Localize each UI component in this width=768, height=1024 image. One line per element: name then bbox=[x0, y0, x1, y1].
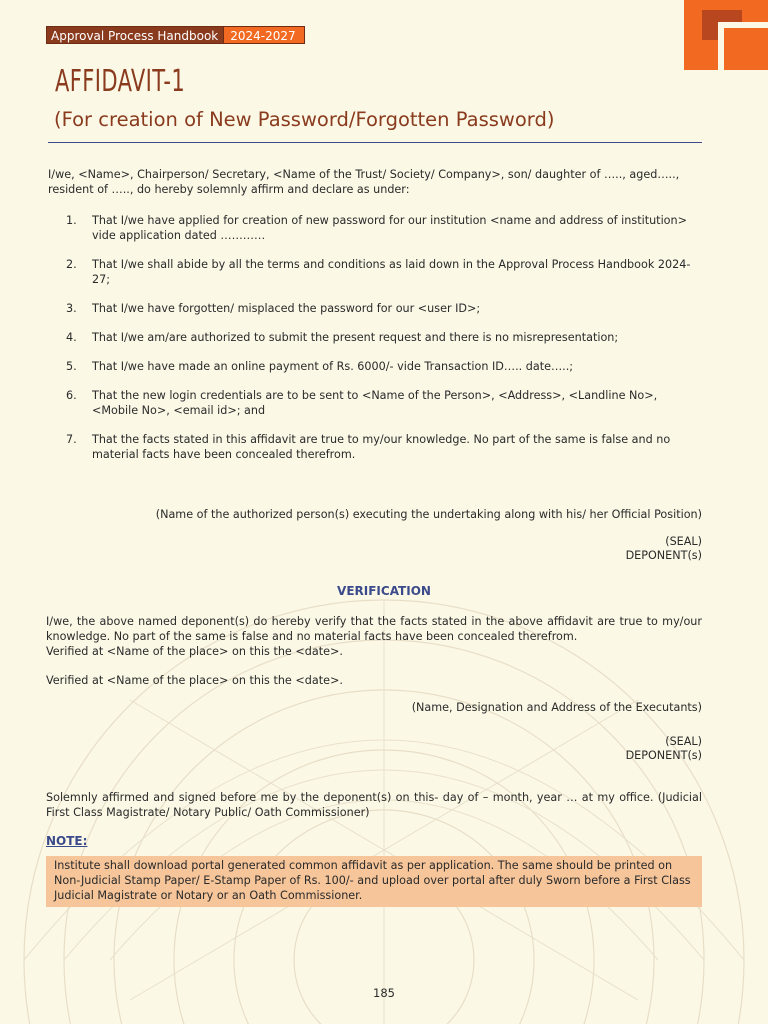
clause-text: That I/we have made an online payment of Rs. 6000/- vide Transaction ID….. date…..; bbox=[92, 360, 574, 373]
handbook-title: Approval Process Handbook bbox=[46, 26, 224, 44]
clause-text: That the facts stated in this affidavit are true to my/our knowledge. No part of the same is false and no material facts have been concealed therefrom. bbox=[92, 433, 671, 461]
note-box bbox=[46, 856, 702, 907]
note-text: Institute shall download portal generated common affidavit as per application. The same should be printed on Non-Judicial Stamp Paper/ E-Stamp Paper of Rs. 100/- and upload over portal after duly Sworn before a First Class Judicial Magistrate or Notary or an Oath Commissioner. bbox=[54, 859, 691, 902]
title-divider bbox=[48, 142, 702, 143]
affidavit-title: AFFIDAVIT-1 bbox=[55, 64, 186, 99]
clause-number: 6. bbox=[66, 389, 77, 402]
executant-note: (Name of the authorized person(s) executing the undertaking along with his/ her Official Position) bbox=[155, 508, 702, 521]
page-number: 185 bbox=[373, 986, 395, 1000]
clause-number: 1. bbox=[66, 214, 77, 227]
list-item bbox=[66, 330, 706, 345]
handbook-header-badge bbox=[46, 26, 305, 44]
clause-text: That I/we am/are authorized to submit the present request and there is no misrepresentation; bbox=[92, 331, 619, 344]
clause-text: That the new login credentials are to be sent to <Name of the Person>, <Address>, <Landline No>, <Mobile No>, <email id>; and bbox=[92, 389, 658, 417]
deponent-label: DEPONENT(s) bbox=[625, 549, 702, 562]
executants-note: (Name, Designation and Address of the Executants) bbox=[411, 701, 702, 714]
verification-heading: VERIFICATION bbox=[337, 584, 431, 598]
affirmation-text: Solemnly affirmed and signed before me by the deponent(s) on this- day of – month, year … at my office. (Judicial First Class Magistrate/ Notary Public/ Oath Commissioner) bbox=[46, 791, 702, 819]
affidavit-subtitle: (For creation of New Password/Forgotten Password) bbox=[54, 108, 555, 131]
corner-decoration bbox=[684, 0, 768, 70]
list-item bbox=[66, 301, 706, 316]
seal-label: (SEAL) bbox=[665, 735, 702, 748]
list-item bbox=[66, 388, 706, 418]
note-heading: NOTE: bbox=[46, 834, 88, 848]
clause-text: That I/we have applied for creation of new password for our institution <name and address of institution> vide application dated ………… bbox=[92, 214, 687, 242]
clause-text: That I/we shall abide by all the terms and conditions as laid down in the Approval Process Handbook 2024-27; bbox=[92, 258, 691, 286]
list-item bbox=[66, 432, 706, 462]
verification-text: I/we, the above named deponent(s) do hereby verify that the facts stated in the above affidavit are true to my/our knowledge. No part of the same is false and no material facts have been concealed therefrom. bbox=[46, 615, 702, 643]
clause-number: 2. bbox=[66, 258, 77, 271]
clause-number: 7. bbox=[66, 433, 77, 446]
verified-at-line: Verified at <Name of the place> on this the <date>. bbox=[46, 645, 343, 658]
clause-number: 3. bbox=[66, 302, 77, 315]
clause-number: 5. bbox=[66, 360, 77, 373]
list-item bbox=[66, 213, 706, 243]
deponent-label: DEPONENT(s) bbox=[625, 749, 702, 762]
clause-list bbox=[66, 213, 706, 476]
list-item bbox=[66, 359, 706, 374]
verified-at-line-repeat: Verified at <Name of the place> on this the <date>. bbox=[46, 674, 343, 687]
handbook-years: 2024-2027 bbox=[224, 26, 304, 44]
clause-number: 4. bbox=[66, 331, 77, 344]
seal-label: (SEAL) bbox=[665, 535, 702, 548]
intro-paragraph: I/we, <Name>, Chairperson/ Secretary, <Name of the Trust/ Society/ Company>, son/ daughter of ….., aged….., resident of ….., do hereby solemnly affirm and declare as under: bbox=[48, 168, 680, 197]
list-item bbox=[66, 257, 706, 287]
clause-text: That I/we have forgotten/ misplaced the password for our <user ID>; bbox=[92, 302, 481, 315]
